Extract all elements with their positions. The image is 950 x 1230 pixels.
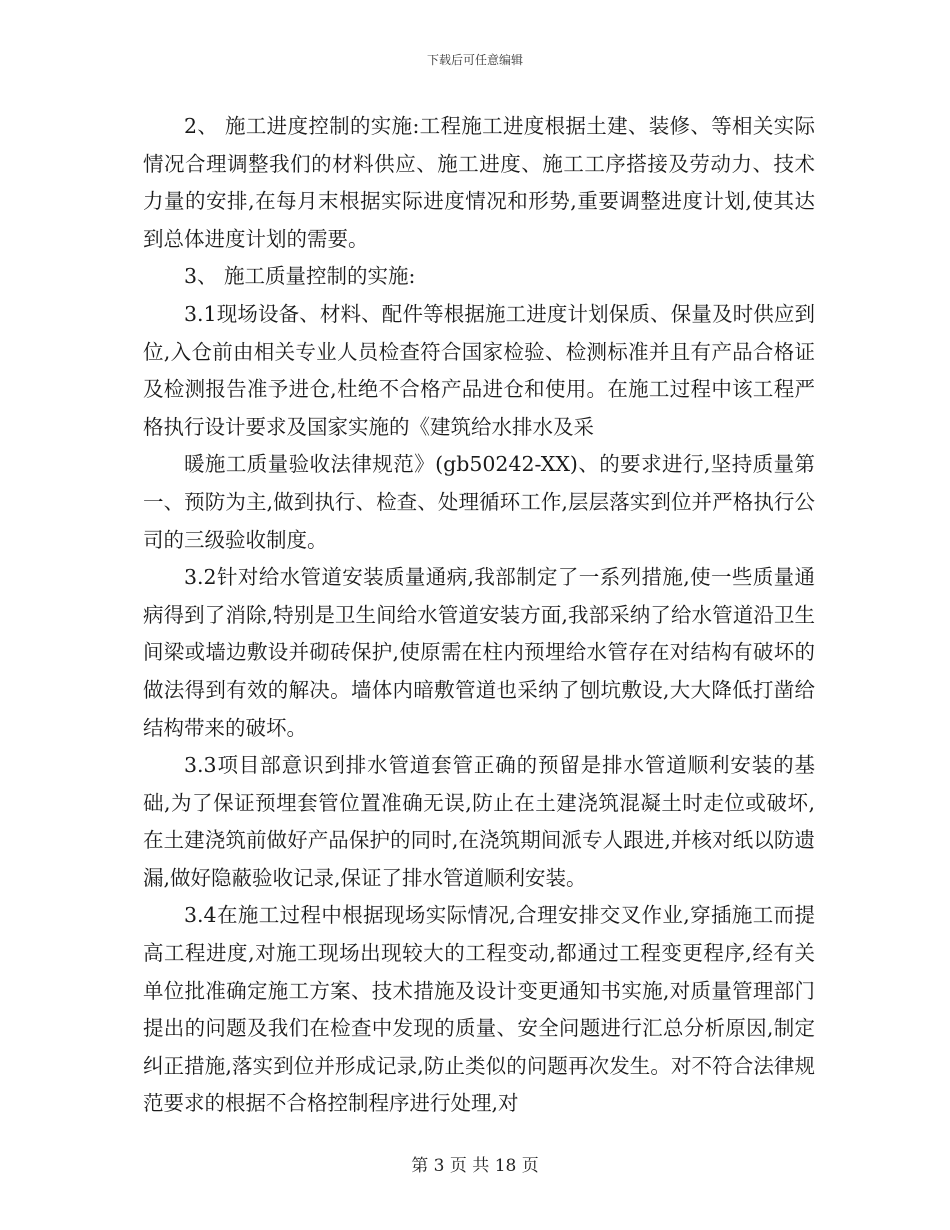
page-header: 下载后可任意编辑 <box>426 53 523 67</box>
paragraph-3-1-continued: 暖施工质量验收法律规范》(gb50242-XX)、的要求进行,坚持质量第一、预防为主,做到执行、检查、处理循环工作,层层落实到位并严格执行公司的三级验收制度。 <box>143 452 815 552</box>
document-body <box>143 108 815 1123</box>
paragraph-progress-control: 2、 施工进度控制的实施:工程施工进度根据土建、装修、等相关实际情况合理调整我们的材料供应、施工进度、施工工序搭接及劳动力、技术力量的安排,在每月末根据实际进度情况和形势,重要调整进度计划,使其达到总体进度计划的需要。 <box>143 114 815 251</box>
paragraph-3-2: 3.2针对给水管道安装质量通病,我部制定了一系列措施,使一些质量通病得到了消除,特别是卫生间给水管道安装方面,我部采纳了给水管道沿卫生间梁或墙边敷设并砌砖保护,使原需在柱内预埋给水管存在对结构有破坏的做法得到有效的解决。墙体内暗敷管道也采纳了刨坑敷设,大大降低打凿给结构带来的破坏。 <box>143 565 815 740</box>
page-number-footer: 第 3 页 共 18 页 <box>411 1156 539 1176</box>
paragraph-3-1: 3.1现场设备、材料、配件等根据施工进度计划保质、保量及时供应到位,入仓前由相关专业人员检查符合国家检验、检测标准并且有产品合格证及检测报告准予进仓,杜绝不合格产品进仓和使用。在施工过程中该工程严格执行设计要求及国家实施的《建筑给水排水及采 <box>143 301 815 439</box>
paragraph-quality-control-heading: 3、 施工质量控制的实施: <box>184 264 416 289</box>
paragraph-3-4: 3.4在施工过程中根据现场实际情况,合理安排交叉作业,穿插施工而提高工程进度,对施工现场出现较大的工程变动,都通过工程变更程序,经有关单位批准确定施工方案、技术措施及设计变更通知书实施,对质量管理部门提出的问题及我们在检查中发现的质量、安全问题进行汇总分析原因,制定纠正措施,落实到位并形成记录,防止类似的问题再次发生。对不符合法律规范要求的根据不合格控制程序进行处理,对 <box>143 903 815 1116</box>
paragraph-3-3: 3.3项目部意识到排水管道套管正确的预留是排水管道顺利安装的基础,为了保证预埋套管位置准确无误,防止在土建浇筑混凝土时走位或破坏,在土建浇筑前做好产品保护的同时,在浇筑期间派专人跟进,并核对纸以防遗漏,做好隐蔽验收记录,保证了排水管道顺利安装。 <box>143 753 815 890</box>
